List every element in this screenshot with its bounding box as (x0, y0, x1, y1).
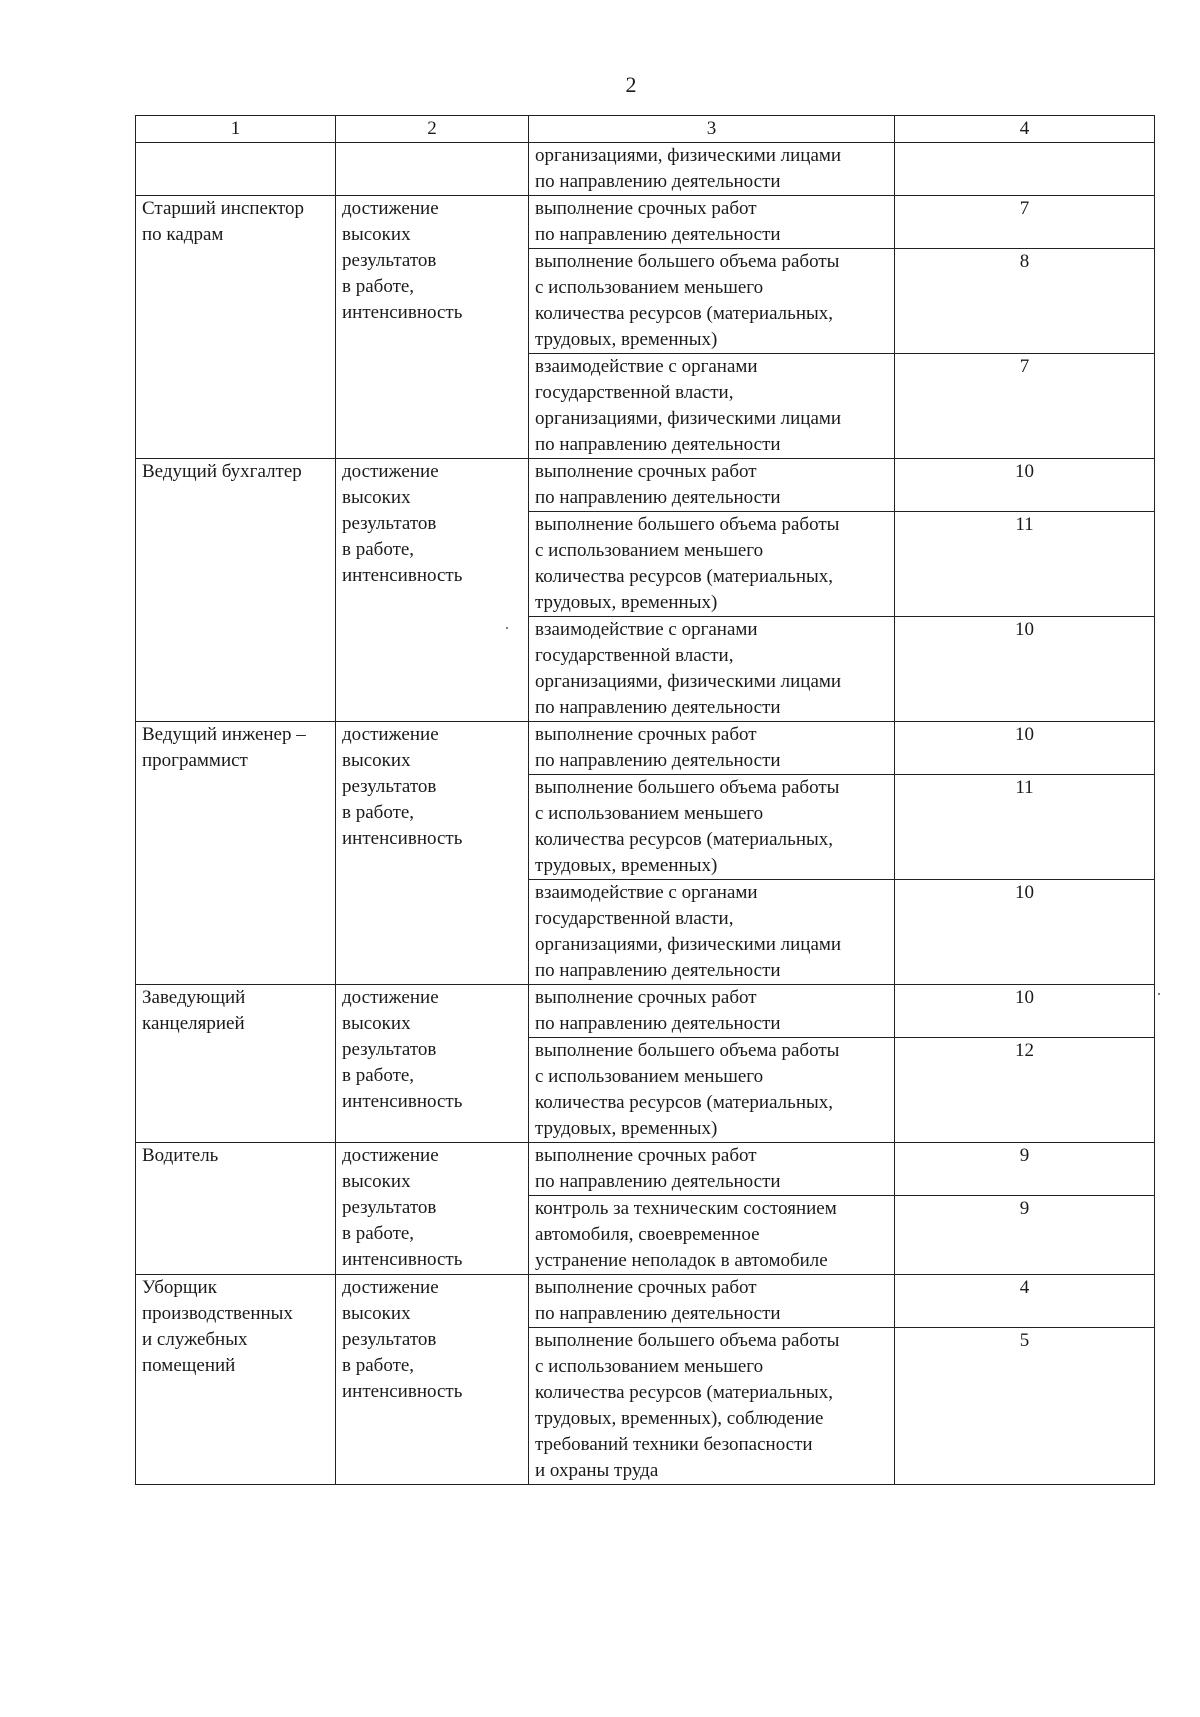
position-cell: Ведущий бухгалтер (136, 459, 336, 722)
table-row (136, 1275, 1155, 1328)
header-cell-1: 1 (136, 116, 336, 143)
value-cell: 11 (895, 775, 1155, 880)
incentive-table (135, 115, 1155, 1485)
condition-cell: достижение высоких результатов в работе, интенсивность (336, 722, 529, 985)
condition-cell: достижение высоких результатов в работе, интенсивность (336, 985, 529, 1143)
criterion-cell: выполнение срочных работ по направлению деятельности (529, 1143, 895, 1196)
criterion-cell: выполнение срочных работ по направлению деятельности (529, 1275, 895, 1328)
value-cell (895, 143, 1155, 196)
value-cell: 9 (895, 1196, 1155, 1275)
value-cell: 10 (895, 617, 1155, 722)
page-number: 2 (625, 72, 637, 97)
criterion-cell: взаимодействие с органами государственной власти, организациями, физическими лицами по направлению деятельности (529, 354, 895, 459)
position-cell: Заведующий канцелярией (136, 985, 336, 1143)
criterion-cell: выполнение большего объема работы с использованием меньшего количества ресурсов (материальных, трудовых, временных) (529, 775, 895, 880)
position-cell: Ведущий инженер – программист (136, 722, 336, 985)
value-cell: 12 (895, 1038, 1155, 1143)
value-cell: 4 (895, 1275, 1155, 1328)
criterion-cell: выполнение срочных работ по направлению деятельности (529, 722, 895, 775)
scan-speck (506, 627, 508, 629)
header-row (136, 116, 1155, 143)
table-row (136, 459, 1155, 512)
value-cell: 10 (895, 880, 1155, 985)
header-cell-3: 3 (529, 116, 895, 143)
value-cell: 8 (895, 249, 1155, 354)
position-cell: Уборщик производственных и служебных помещений (136, 1275, 336, 1485)
criterion-cell: выполнение большего объема работы с использованием меньшего количества ресурсов (материальных, трудовых, временных) (529, 1038, 895, 1143)
header-cell-2: 2 (336, 116, 529, 143)
continuation-row (136, 143, 1155, 196)
table-row (136, 1143, 1155, 1196)
value-cell: 7 (895, 354, 1155, 459)
scan-speck (1158, 993, 1160, 995)
criterion-cell: взаимодействие с органами государственной власти, организациями, физическими лицами по направлению деятельности (529, 617, 895, 722)
condition-cell: достижение высоких результатов в работе, интенсивность (336, 196, 529, 459)
value-cell: 10 (895, 985, 1155, 1038)
value-cell: 11 (895, 512, 1155, 617)
condition-cell (336, 143, 529, 196)
table-row (136, 985, 1155, 1038)
table-row (136, 196, 1155, 249)
value-cell: 10 (895, 722, 1155, 775)
header-cell-4: 4 (895, 116, 1155, 143)
condition-cell: достижение высоких результатов в работе, интенсивность (336, 1275, 529, 1485)
criterion-cell: организациями, физическими лицами по направлению деятельности (529, 143, 895, 196)
value-cell: 9 (895, 1143, 1155, 1196)
value-cell: 7 (895, 196, 1155, 249)
table-body (136, 116, 1155, 1485)
value-cell: 5 (895, 1328, 1155, 1485)
criterion-cell: выполнение большего объема работы с использованием меньшего количества ресурсов (материальных, трудовых, временных) (529, 512, 895, 617)
position-cell: Водитель (136, 1143, 336, 1275)
condition-cell: достижение высоких результатов в работе, интенсивность (336, 459, 529, 722)
condition-cell: достижение высоких результатов в работе, интенсивность (336, 1143, 529, 1275)
criterion-cell: выполнение большего объема работы с использованием меньшего количества ресурсов (материальных, трудовых, временных) (529, 249, 895, 354)
criterion-cell: выполнение срочных работ по направлению деятельности (529, 196, 895, 249)
criterion-cell: контроль за техническим состоянием автомобиля, своевременное устранение неполадок в автомобиле (529, 1196, 895, 1275)
value-cell: 10 (895, 459, 1155, 512)
criterion-cell: взаимодействие с органами государственной власти, организациями, физическими лицами по направлению деятельности (529, 880, 895, 985)
table-row (136, 722, 1155, 775)
criterion-cell: выполнение срочных работ по направлению деятельности (529, 459, 895, 512)
criterion-cell: выполнение срочных работ по направлению деятельности (529, 985, 895, 1038)
criterion-cell: выполнение большего объема работы с использованием меньшего количества ресурсов (материальных, трудовых, временных), соблюдение требований техники безопасности и охраны труда (529, 1328, 895, 1485)
position-cell (136, 143, 336, 196)
position-cell: Старший инспектор по кадрам (136, 196, 336, 459)
